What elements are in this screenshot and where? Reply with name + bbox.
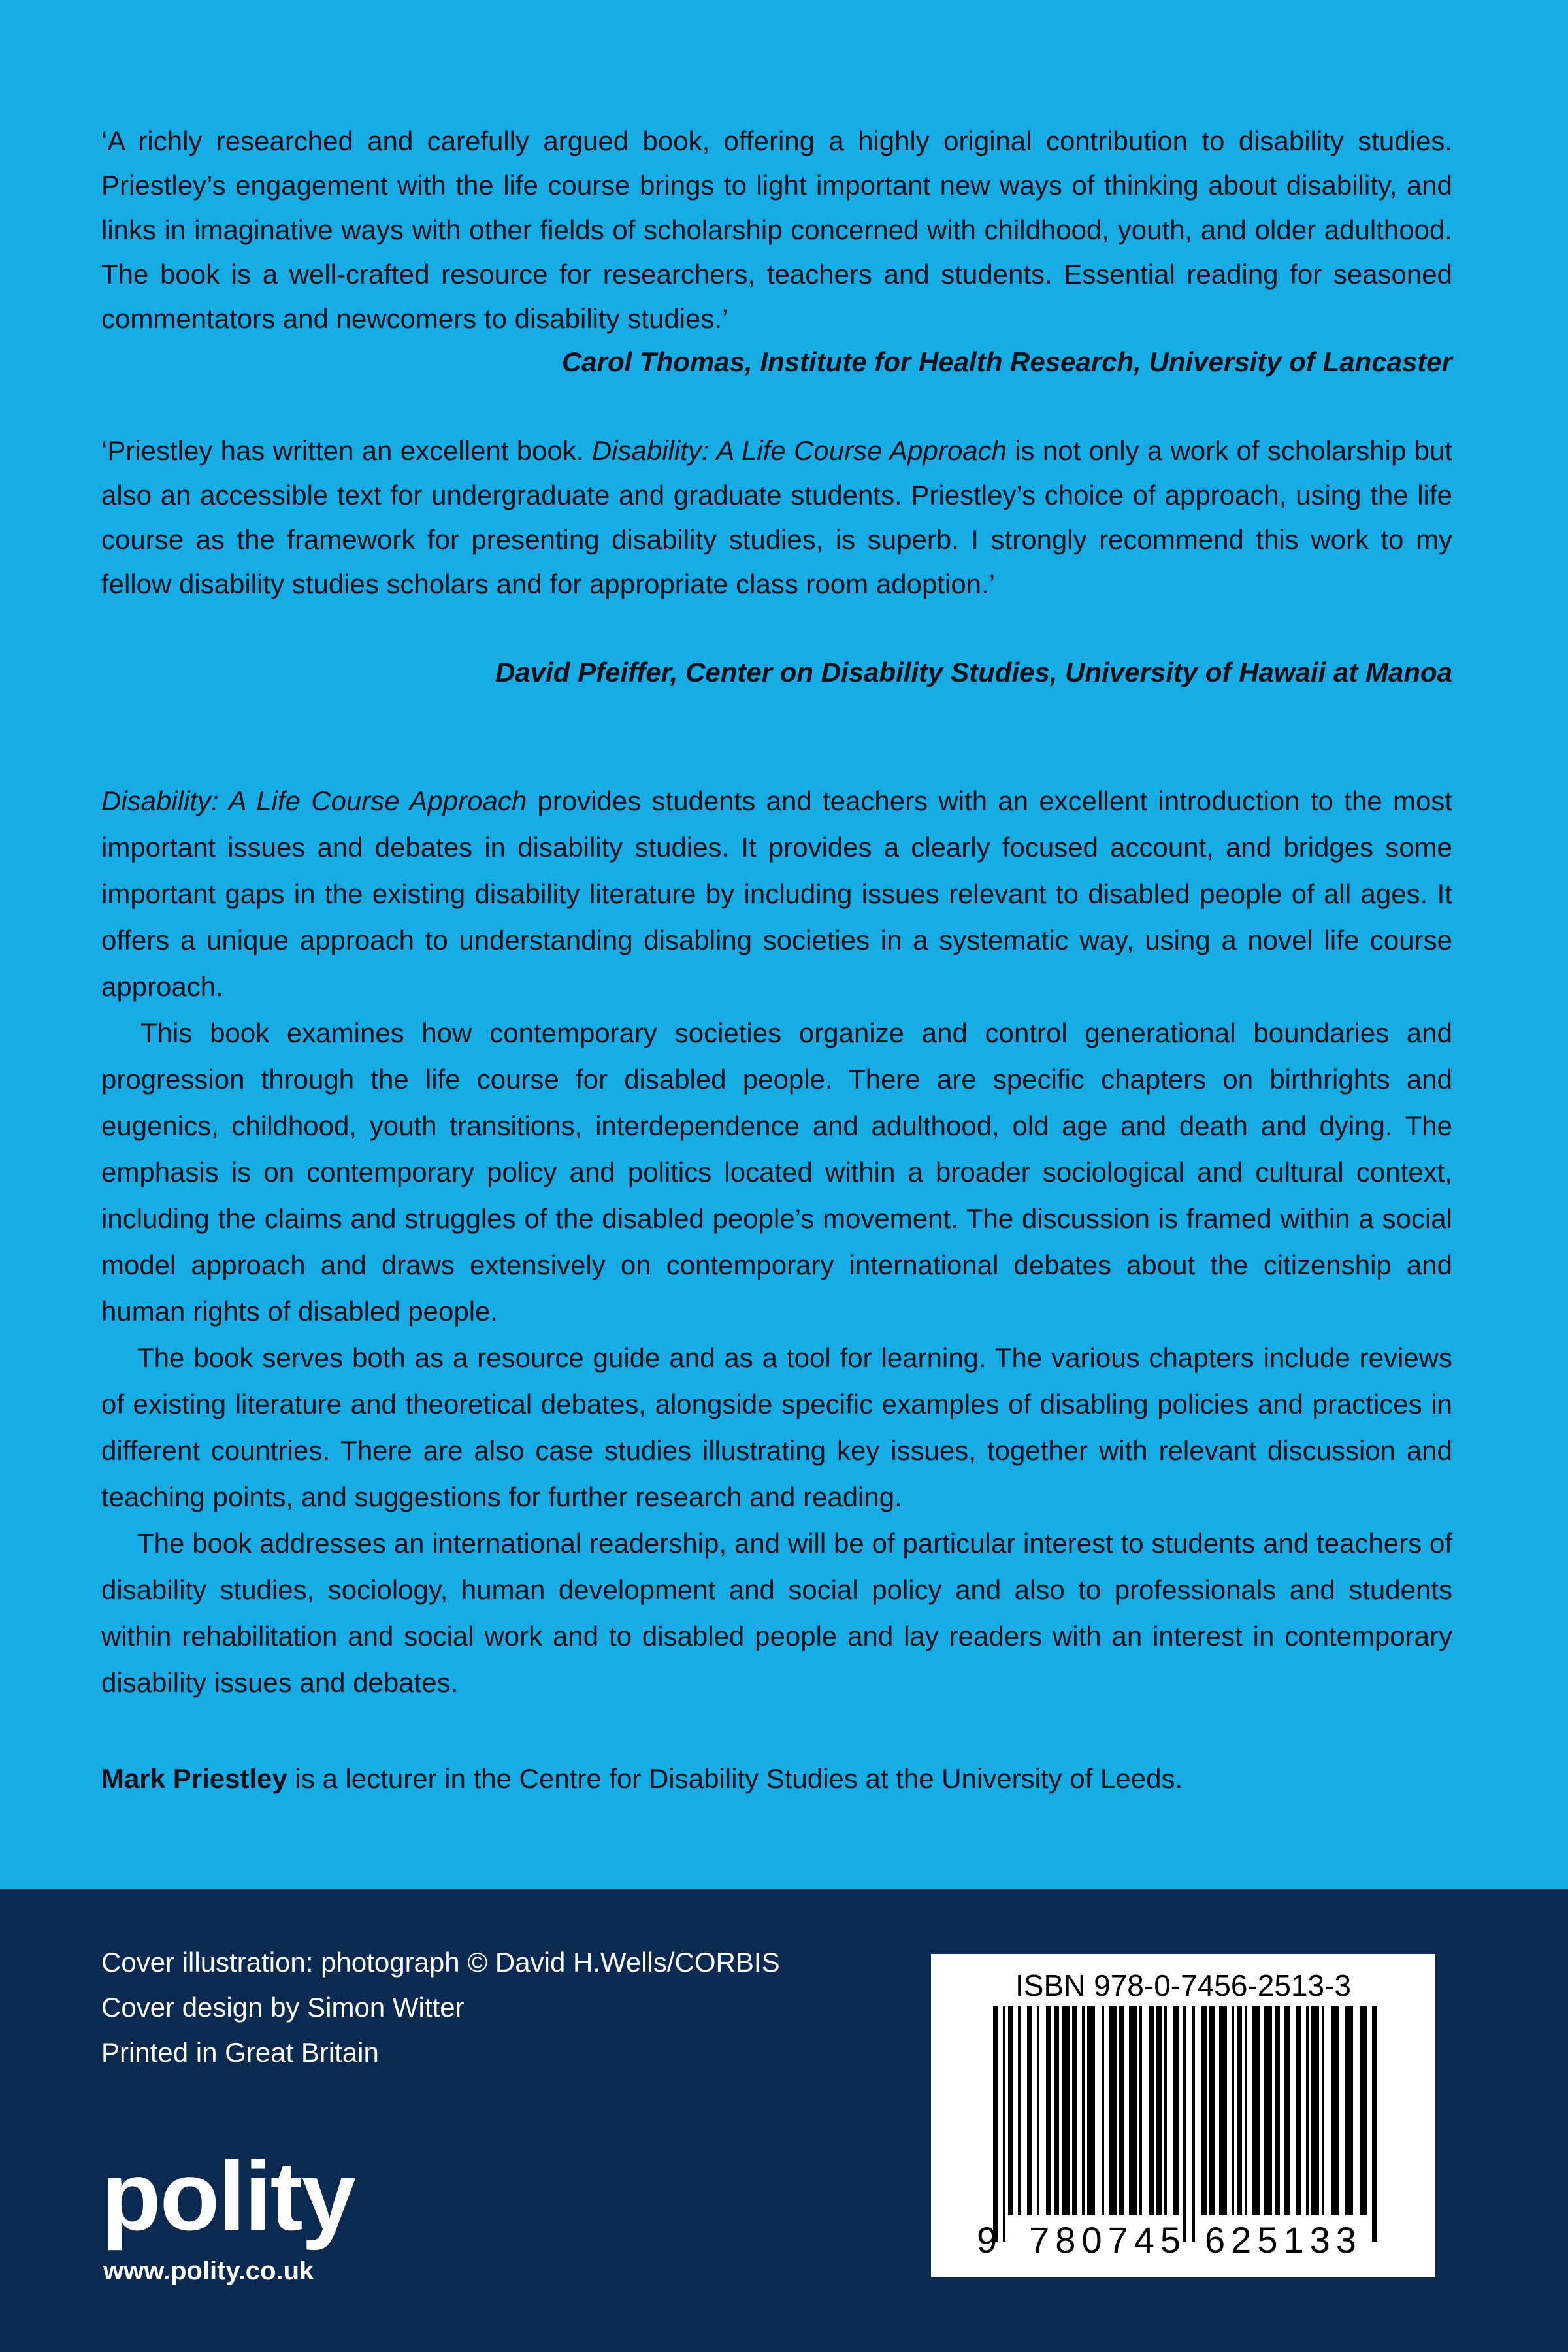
barcode-bar-0 [993,2006,998,2242]
credit-line-printed: Printed in Great Britain [101,2037,379,2068]
barcode-bar-20 [1173,2006,1179,2215]
barcode-bar-14 [1119,2006,1124,2215]
barcode-bar-27 [1237,2006,1242,2215]
author-note [101,1757,1452,1801]
barcode-bar-3 [1018,2006,1021,2215]
barcode-bar-30 [1264,2006,1272,2215]
barcode-bar-29 [1252,2006,1260,2215]
barcode-bar-13 [1109,2006,1117,2215]
review-quote-2 [101,429,1452,606]
barcode-digit-first: 9 [977,2219,1004,2261]
barcode-bar-7 [1054,2006,1059,2215]
barcode-bar-40 [1372,2006,1377,2242]
review-quote-1: ‘A richly researched and carefully argued book, offering a highly original contribution to disability studies. Priestley’s engagement with the life course brings to light important new ways of thinking about disability, and links in imaginative ways with other fields of scholarship concerned with childhood, youth, and older adulthood. The book is a well-crafted resource for researchers, teachers and students. Essential reading for seasoned commentators and newcomers to disability studies.’ [101,125,1452,334]
barcode-bar-26 [1232,2006,1234,2215]
barcode-bar-8 [1062,2006,1070,2215]
description-paragraph-1-text: provides students and teachers with an excellent introduction to the most important issues and debates in disability studies. It provides a clearly focused account, and bridges some important gaps in the existing disability literature by including issues relevant to disabled people of all ages. It offers a unique approach to understanding disabling societies in a systematic way, using a novel life course approach. [101,786,1453,1002]
barcode-panel [931,1954,1435,2277]
barcode-bar-18 [1156,2006,1162,2215]
barcode-bar-19 [1164,2006,1167,2215]
barcode-bar-15 [1129,2006,1137,2215]
isbn-label: ISBN 978-0-7456-2513-3 [1015,1968,1351,2002]
barcode-bar-1 [1003,2006,1005,2242]
description-paragraph-4: The book addresses an international readership, and will be of particular interest to students and teachers of disability studies, sociology, human development and social policy and also to professionals and students within rehabilitation and social work and to disabled people and lay readers with an interest in contemporary disability issues and debates. [101,1528,1452,1698]
description-paragraph-2: This book examines how contemporary societies organize and control generational boundaries and progression through the life course for disabled people. There are specific chapters on birthrights and eugenics, childhood, youth transitions, interdependence and adulthood, old age and death and dying. The emphasis is on contemporary policy and politics located within a broader sociological and cultural context, including the claims and struggles of the disabled people’s movement. The discussion is framed within a social model approach and draws extensively on contemporary international debates about the citizenship and human rights of disabled people. [101,1018,1452,1327]
barcode-bar-23 [1201,2006,1207,2215]
barcode-bar-34 [1306,2006,1309,2215]
barcode-digits [977,2219,1408,2262]
barcode-bar-37 [1331,2006,1339,2215]
barcode-bar-35 [1311,2006,1319,2215]
barcode-bar-17 [1149,2006,1154,2215]
barcode-bar-33 [1296,2006,1301,2215]
review-quote-2-after: is not only a work of scholarship but also an accessible text for undergraduate and graduate students. Priestley’s choice of approach, using the life course as the framework for presenting disability studies, is superb. I strongly recommend this work to my fellow disability studies scholars and for appropriate class room adoption.’ [101,435,1452,599]
barcode-bar-22 [1192,2006,1195,2242]
barcode-bar-11 [1087,2006,1095,2215]
review-quote-2-title: Disability: A Life Course Approach [591,435,1007,466]
barcode-bar-36 [1322,2006,1324,2215]
barcode-bar-31 [1275,2006,1280,2215]
cover-credits [101,1940,780,2075]
credit-line-illustration: Cover illustration: photograph © David H.Wells/CORBIS [101,1947,780,1978]
barcode-bar-2 [1008,2006,1013,2215]
description-paragraph-3: The book serves both as a resource guide and as a tool for learning. The various chapters include reviews of existing literature and theoretical debates, alongside specific examples of disabling policies and practices in different countries. There are also case studies illustrating key issues, together with relevant discussion and teaching points, and suggestions for further research and reading. [101,1342,1452,1512]
barcode-bar-9 [1072,2006,1077,2215]
barcode-bar-5 [1037,2006,1039,2215]
barcode-bar-6 [1046,2006,1051,2215]
review-attribution-1: Carol Thomas, Institute for Health Research, University of Lancaster [561,346,1452,377]
barcode-bar-25 [1219,2006,1227,2215]
barcode-bar-16 [1139,2006,1142,2215]
description-paragraph-1 [101,778,1452,1010]
barcode-bar-21 [1183,2006,1186,2242]
publisher-logo: polity [101,2141,355,2251]
review-attribution-2: David Pfeiffer, Center on Disability Studies, University of Hawaii at Manoa [495,657,1452,687]
author-note-text: is a lecturer in the Centre for Disability Studies at the University of Leeds. [287,1763,1183,1794]
barcode-bar-39 [1360,2006,1367,2215]
book-description [101,778,1452,1706]
barcode-bar-32 [1284,2006,1290,2215]
barcode-bar-10 [1082,2006,1085,2215]
review-quote-2-before: ‘Priestley has written an excellent book. [101,435,592,466]
barcode-digits-left: 780745 [1029,2219,1187,2261]
barcode-bar-24 [1209,2006,1215,2215]
barcode-digits-right: 625133 [1205,2219,1362,2261]
credit-line-design: Cover design by Simon Witter [101,1992,465,2023]
description-book-title: Disability: A Life Course Approach [101,786,527,816]
barcode-bar-38 [1345,2006,1353,2215]
barcode-bar-12 [1102,2006,1104,2215]
barcode-bar-28 [1245,2006,1247,2215]
barcode-bar-4 [1027,2006,1032,2215]
author-name: Mark Priestley [101,1763,287,1794]
publisher-url: www.polity.co.uk [103,2257,314,2285]
